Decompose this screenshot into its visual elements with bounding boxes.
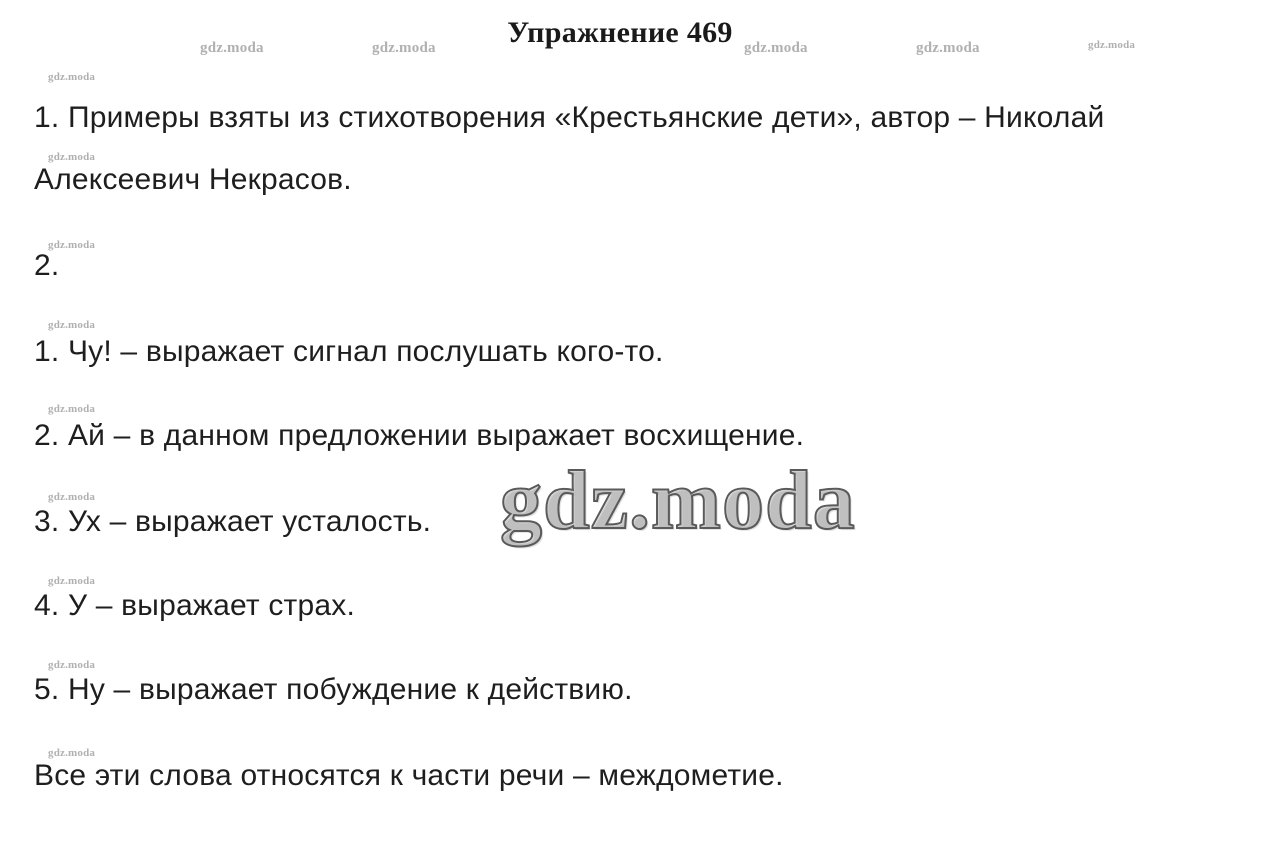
text-line-1: 1. Примеры взяты из стихотворения «Крестьянские дети», автор – Николай: [34, 101, 1105, 134]
watermark-left-3: gdz.moda: [48, 239, 96, 251]
watermark-left-7: gdz.moda: [48, 575, 96, 587]
watermark-top-3: gdz.moda: [744, 40, 808, 56]
text-line-2: Алексеевич Некрасов.: [34, 163, 352, 196]
watermark-left-8: gdz.moda: [48, 659, 96, 671]
watermark-left-5: gdz.moda: [48, 403, 96, 415]
watermark-top-1: gdz.moda: [200, 40, 264, 56]
watermark-top-4: gdz.moda: [916, 40, 980, 56]
watermark-left-9: gdz.moda: [48, 747, 96, 759]
text-line-6: 3. Ух – выражает усталость.: [34, 505, 432, 538]
watermark-top-5: gdz.moda: [1088, 39, 1136, 51]
watermark-left-1: gdz.moda: [48, 71, 96, 83]
watermark-left-6: gdz.moda: [48, 491, 96, 503]
exercise-title: Упражнение 469: [507, 16, 733, 49]
text-line-8: 5. Ну – выражает побуждение к действию.: [34, 673, 633, 706]
watermark-left-2: gdz.moda: [48, 151, 96, 163]
text-line-7: 4. У – выражает страх.: [34, 589, 355, 622]
text-line-9: Все эти слова относятся к части речи – междометие.: [34, 759, 784, 792]
text-line-5: 2. Ай – в данном предложении выражает восхищение.: [34, 419, 805, 452]
watermark-large: gdz.moda: [500, 454, 856, 547]
watermark-left-4: gdz.moda: [48, 319, 96, 331]
text-line-4: 1. Чу! – выражает сигнал послушать кого-то.: [34, 335, 664, 368]
watermark-top-2: gdz.moda: [372, 40, 436, 56]
text-line-3: 2.: [34, 249, 60, 282]
